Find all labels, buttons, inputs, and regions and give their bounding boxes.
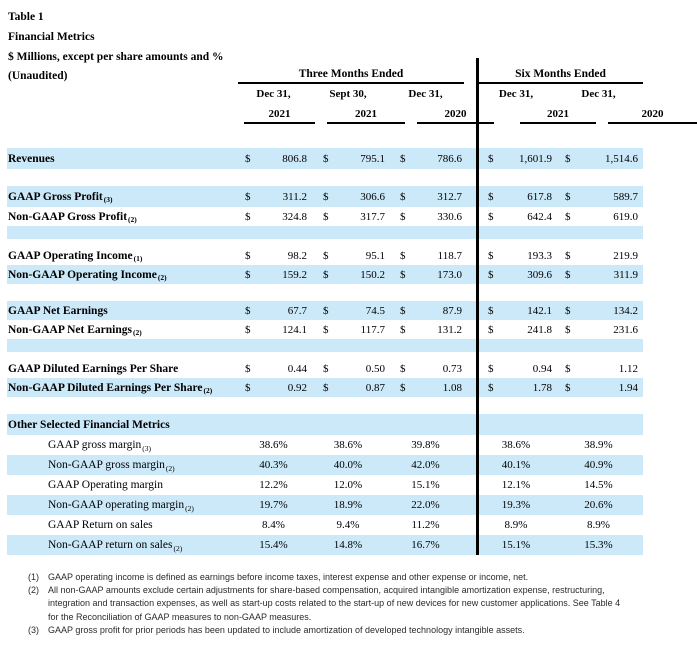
cell-value: 95.1 (365, 249, 385, 262)
footnote-text: GAAP gross profit for prior periods has been updated to include amortization of developed technology intangible assets. (48, 624, 525, 635)
currency-symbol: $ (565, 304, 571, 317)
currency-symbol: $ (245, 268, 251, 281)
cell-value: 1.78 (532, 381, 552, 394)
cell-value: 38.9% (584, 439, 613, 451)
cell-value: 795.1 (360, 152, 385, 165)
spacer-row (7, 352, 643, 359)
currency-symbol: $ (488, 152, 494, 165)
money-cell (387, 324, 464, 336)
column-header-year: 2021 (520, 104, 596, 124)
money-cell (387, 250, 464, 262)
cell-value: 642.4 (527, 210, 552, 223)
row-label-text: Non-GAAP operating margin (48, 499, 185, 511)
table-row (7, 265, 643, 284)
period-section-divider-line (476, 58, 479, 555)
row-label (7, 439, 238, 451)
row-label (7, 324, 238, 336)
money-cell (309, 250, 387, 262)
table-row (7, 475, 643, 495)
percent-cell (238, 499, 309, 511)
money-cell (554, 153, 643, 165)
percent-cell (387, 479, 464, 491)
currency-symbol: $ (488, 304, 494, 317)
column-header-year: 2021 (244, 104, 315, 124)
table-number-title: Table 1 (8, 11, 44, 23)
cell-value: 98.2 (287, 249, 307, 262)
table-row (7, 301, 643, 320)
percent-cell (478, 519, 554, 531)
cell-value: 312.7 (437, 190, 462, 203)
currency-symbol: $ (400, 381, 406, 394)
cell-value: 74.5 (365, 304, 385, 317)
percent-cell (238, 519, 309, 531)
money-cell (554, 250, 643, 262)
spacer-row (7, 284, 643, 301)
percent-cell (554, 539, 643, 551)
cell-value: 311.9 (613, 268, 638, 281)
currency-symbol: $ (323, 268, 329, 281)
column-header-month: Dec 31, (408, 88, 443, 100)
money-cell (238, 382, 309, 394)
percent-cell (554, 439, 643, 451)
cell-value: 87.9 (442, 304, 462, 317)
money-cell (554, 363, 643, 375)
table-row (7, 359, 643, 378)
cell-value: 12.0% (333, 479, 363, 491)
money-cell (238, 153, 309, 165)
money-cell (554, 191, 643, 203)
column-header-year: 2021 (327, 104, 405, 124)
cell-value: 1.12 (618, 362, 638, 375)
cell-value: 39.8% (411, 439, 440, 451)
percent-cell (238, 539, 309, 551)
currency-symbol: $ (245, 210, 251, 223)
cell-value: 0.44 (287, 362, 307, 375)
cell-value: 67.7 (287, 304, 307, 317)
cell-value: 1.94 (618, 381, 638, 394)
currency-symbol: $ (488, 323, 494, 336)
cell-value: 14.5% (584, 479, 613, 491)
percent-cell (478, 499, 554, 511)
currency-symbol: $ (323, 304, 329, 317)
footnote-marker: (2) (128, 215, 137, 224)
footnote-marker: (2) (157, 273, 167, 282)
table-body (7, 148, 643, 555)
row-label-text: Non-GAAP gross margin (48, 459, 165, 471)
footnote (28, 624, 624, 637)
spacer-row (7, 239, 643, 246)
table-subtitle: Financial Metrics (8, 31, 95, 43)
cell-value: 131.2 (437, 323, 462, 336)
header-label-spacer (7, 66, 238, 84)
percent-cell (238, 479, 309, 491)
money-cell (478, 191, 554, 203)
cell-value: 150.2 (360, 268, 385, 281)
table-row (7, 435, 643, 455)
table-row (7, 186, 643, 207)
percent-cell (478, 439, 554, 451)
table-row (7, 207, 643, 226)
currency-symbol: $ (245, 323, 251, 336)
units-note: $ Millions, except per share amounts and % (8, 51, 224, 63)
currency-symbol: $ (488, 268, 494, 281)
percent-cell (387, 539, 464, 551)
money-cell (554, 305, 643, 317)
cell-value: 0.87 (365, 381, 385, 394)
percent-cell (309, 439, 387, 451)
cell-value: 173.0 (437, 268, 462, 281)
money-cell (554, 324, 643, 336)
six-months-ended-header: Six Months Ended (478, 66, 643, 84)
row-label (7, 499, 238, 511)
money-cell (387, 305, 464, 317)
cell-value: 38.6% (333, 439, 363, 451)
cell-value: 589.7 (613, 190, 638, 203)
percent-cell (309, 519, 387, 531)
footnote-text: GAAP operating income is defined as earnings before income taxes, interest expense and other expense or income, net. (48, 572, 529, 582)
percent-cell (387, 459, 464, 471)
cell-value: 806.8 (282, 152, 307, 165)
cell-value: 619.0 (613, 210, 638, 223)
column-header-month: Dec 31, (256, 88, 291, 100)
period-group-header-row (7, 66, 643, 84)
row-label-text: GAAP Diluted Earnings Per Share (8, 362, 179, 375)
currency-symbol: $ (245, 249, 251, 262)
money-cell (387, 363, 464, 375)
table-row (7, 378, 643, 397)
spacer-row (7, 397, 643, 414)
row-label-text: Non-GAAP return on sales (48, 539, 173, 551)
footnote-text: All non-GAAP amounts exclude certain adjustments for share-based compensation, acquired intangible amortization expense, restructuring, integration and transaction expenses, as well as start-up costs related to the start-up of new devices for new customer applications. See Table 4 for the Reconciliation of GAAP measures to non-GAAP measures. (48, 585, 621, 622)
money-cell (387, 382, 464, 394)
money-cell (387, 269, 464, 281)
cell-value: 117.7 (360, 323, 385, 336)
money-cell (309, 382, 387, 394)
currency-symbol: $ (488, 249, 494, 262)
currency-symbol: $ (245, 381, 251, 394)
cell-value: 309.6 (527, 268, 552, 281)
cell-value: 617.8 (527, 190, 552, 203)
row-label (7, 519, 238, 531)
money-cell (554, 269, 643, 281)
currency-symbol: $ (488, 362, 494, 375)
cell-value: 40.9% (584, 459, 613, 471)
cell-value: 142.1 (527, 304, 552, 317)
money-cell (238, 305, 309, 317)
currency-symbol: $ (565, 323, 571, 336)
percent-cell (554, 499, 643, 511)
row-label (7, 539, 238, 551)
year-header-row (7, 104, 664, 124)
footnote-marker: (1) (133, 254, 143, 263)
cell-value: 306.6 (360, 190, 385, 203)
cell-value: 8.9% (504, 519, 528, 531)
spacer-row (7, 339, 643, 352)
table-row (7, 515, 643, 535)
footnote-marker: (2) (203, 386, 213, 395)
cell-value: 9.4% (336, 519, 360, 531)
table-row (7, 246, 643, 265)
currency-symbol: $ (488, 190, 494, 203)
cell-value: 786.6 (437, 152, 462, 165)
money-cell (554, 382, 643, 394)
currency-symbol: $ (323, 210, 329, 223)
currency-symbol: $ (400, 210, 406, 223)
currency-symbol: $ (323, 152, 329, 165)
percent-cell (387, 439, 464, 451)
money-cell (238, 324, 309, 336)
row-label (7, 305, 238, 317)
cell-value: 40.0% (333, 459, 363, 471)
currency-symbol: $ (565, 249, 571, 262)
table-row (7, 414, 643, 435)
cell-value: 15.3% (584, 539, 613, 551)
cell-value: 18.9% (333, 499, 363, 511)
cell-value: 20.6% (584, 499, 613, 511)
money-cell (387, 153, 464, 165)
cell-value: 12.2% (259, 479, 288, 491)
column-header-month: Sept 30, (329, 88, 367, 100)
percent-cell (309, 459, 387, 471)
percent-cell (309, 539, 387, 551)
three-months-ended-header: Three Months Ended (238, 66, 464, 84)
cell-value: 0.92 (287, 381, 307, 394)
row-label-text: GAAP gross margin (48, 439, 142, 451)
cell-value: 0.50 (365, 362, 385, 375)
currency-symbol: $ (323, 249, 329, 262)
percent-cell (554, 479, 643, 491)
footnote-number: (1) (28, 572, 39, 582)
cell-value: 219.9 (613, 249, 638, 262)
footnote-marker: (3) (142, 443, 152, 453)
row-label-text: Non-GAAP Gross Profit (8, 210, 128, 223)
money-cell (478, 250, 554, 262)
currency-symbol: $ (400, 268, 406, 281)
currency-symbol: $ (565, 381, 571, 394)
cell-value: 15.1% (501, 539, 531, 551)
money-cell (478, 305, 554, 317)
money-cell (478, 382, 554, 394)
section-header-label: Other Selected Financial Metrics (8, 418, 170, 431)
cell-value: 1,601.9 (519, 152, 552, 165)
cell-value: 40.1% (501, 459, 531, 471)
currency-symbol: $ (400, 152, 406, 165)
cell-value: 124.1 (282, 323, 307, 336)
footnote-marker: (3) (103, 195, 113, 204)
row-label (7, 382, 238, 394)
currency-symbol: $ (245, 152, 251, 165)
currency-symbol: $ (565, 152, 571, 165)
money-cell (478, 363, 554, 375)
percent-cell (238, 459, 309, 471)
cell-value: 22.0% (411, 499, 440, 511)
row-label (7, 363, 238, 375)
row-label (7, 211, 238, 223)
percent-cell (478, 539, 554, 551)
row-label (7, 153, 238, 165)
cell-value: 11.2% (411, 519, 440, 531)
money-cell (309, 363, 387, 375)
table-row (7, 535, 643, 555)
cell-value: 16.7% (411, 539, 440, 551)
footnote-marker: (2) (173, 543, 183, 553)
footnote-marker: (2) (165, 463, 175, 473)
cell-value: 1,514.6 (605, 152, 638, 165)
cell-value: 134.2 (613, 304, 638, 317)
currency-symbol: $ (323, 323, 329, 336)
cell-value: 15.4% (259, 539, 288, 551)
row-label-text: GAAP Gross Profit (8, 190, 103, 203)
cell-value: 193.3 (527, 249, 552, 262)
money-cell (309, 324, 387, 336)
cell-value: 38.6% (259, 439, 288, 451)
money-cell (238, 250, 309, 262)
percent-cell (554, 459, 643, 471)
money-cell (309, 191, 387, 203)
row-label-text: GAAP Operating margin (48, 479, 163, 491)
cell-value: 19.3% (501, 499, 531, 511)
percent-cell (309, 499, 387, 511)
currency-symbol: $ (488, 381, 494, 394)
currency-symbol: $ (565, 190, 571, 203)
footnote (28, 571, 624, 584)
footnotes-block (28, 571, 624, 637)
money-cell (238, 191, 309, 203)
money-cell (387, 211, 464, 223)
currency-symbol: $ (488, 210, 494, 223)
cell-value: 0.73 (442, 362, 462, 375)
cell-value: 241.8 (527, 323, 552, 336)
money-cell (309, 153, 387, 165)
money-cell (478, 153, 554, 165)
row-label (7, 191, 238, 203)
table-row (7, 148, 643, 169)
table-row (7, 495, 643, 515)
percent-cell (478, 459, 554, 471)
header-gap (7, 124, 643, 148)
cell-value: 231.6 (613, 323, 638, 336)
cell-value: 12.1% (501, 479, 531, 491)
row-label-text: GAAP Return on sales (48, 519, 153, 531)
column-header-month: Dec 31, (581, 88, 616, 100)
cell-value: 324.8 (282, 210, 307, 223)
money-cell (478, 324, 554, 336)
cell-value: 14.8% (333, 539, 363, 551)
cell-value: 317.7 (360, 210, 385, 223)
footnote-number: (3) (28, 624, 39, 635)
cell-value: 19.7% (259, 499, 288, 511)
row-label (7, 459, 238, 471)
money-cell (309, 269, 387, 281)
column-header-year: 2020 (608, 104, 697, 124)
percent-cell (478, 479, 554, 491)
spacer-row (7, 226, 643, 239)
row-label (7, 269, 238, 281)
currency-symbol: $ (400, 249, 406, 262)
row-label-text: GAAP Operating Income (8, 249, 133, 262)
cell-value: 159.2 (282, 268, 307, 281)
table-row (7, 320, 643, 339)
footnote-marker: (2) (185, 503, 194, 513)
currency-symbol: $ (400, 304, 406, 317)
cell-value: 15.1% (411, 479, 440, 491)
cell-value: 38.6% (501, 439, 531, 451)
row-label-text: GAAP Net Earnings (8, 304, 108, 317)
currency-symbol: $ (565, 210, 571, 223)
currency-symbol: $ (323, 362, 329, 375)
cell-value: 8.4% (262, 519, 285, 531)
money-cell (554, 211, 643, 223)
percent-cell (387, 499, 464, 511)
money-cell (238, 211, 309, 223)
money-cell (478, 269, 554, 281)
cell-value: 0.94 (532, 362, 552, 375)
cell-value: 118.7 (437, 249, 462, 262)
money-cell (309, 305, 387, 317)
currency-symbol: $ (565, 268, 571, 281)
row-label-text: Non-GAAP Diluted Earnings Per Share (8, 381, 203, 394)
percent-cell (309, 479, 387, 491)
money-cell (387, 191, 464, 203)
percent-cell (387, 519, 464, 531)
unaudited-note: (Unaudited) (8, 70, 68, 82)
currency-symbol: $ (400, 323, 406, 336)
money-cell (238, 363, 309, 375)
footnote-number: (2) (28, 585, 39, 596)
currency-symbol: $ (400, 190, 406, 203)
cell-value: 311.2 (282, 190, 307, 203)
currency-symbol: $ (565, 362, 571, 375)
percent-cell (554, 519, 643, 531)
table-row (7, 455, 643, 475)
currency-symbol: $ (323, 381, 329, 394)
currency-symbol: $ (245, 304, 251, 317)
financial-table (7, 66, 664, 555)
cell-value: 1.08 (442, 381, 462, 394)
footnote (28, 584, 624, 624)
percent-cell (238, 439, 309, 451)
money-cell (309, 211, 387, 223)
money-cell (478, 211, 554, 223)
row-label (7, 250, 238, 262)
cell-value: 330.6 (437, 210, 462, 223)
row-label-text: Revenues (8, 152, 55, 165)
footnote-marker: (2) (132, 328, 142, 337)
cell-value: 40.3% (259, 459, 288, 471)
currency-symbol: $ (400, 362, 406, 375)
month-header-row (7, 84, 643, 104)
money-cell (238, 269, 309, 281)
cell-value: 42.0% (411, 459, 440, 471)
currency-symbol: $ (323, 190, 329, 203)
currency-symbol: $ (245, 362, 251, 375)
row-label-text: Non-GAAP Operating Income (8, 268, 157, 281)
row-label-text: Non-GAAP Net Earnings (8, 323, 132, 336)
column-header-year: 2020 (417, 104, 494, 124)
column-header-month: Dec 31, (498, 88, 534, 100)
cell-value: 8.9% (587, 519, 610, 531)
currency-symbol: $ (245, 190, 251, 203)
row-label (7, 479, 238, 491)
spacer-row (7, 169, 643, 186)
